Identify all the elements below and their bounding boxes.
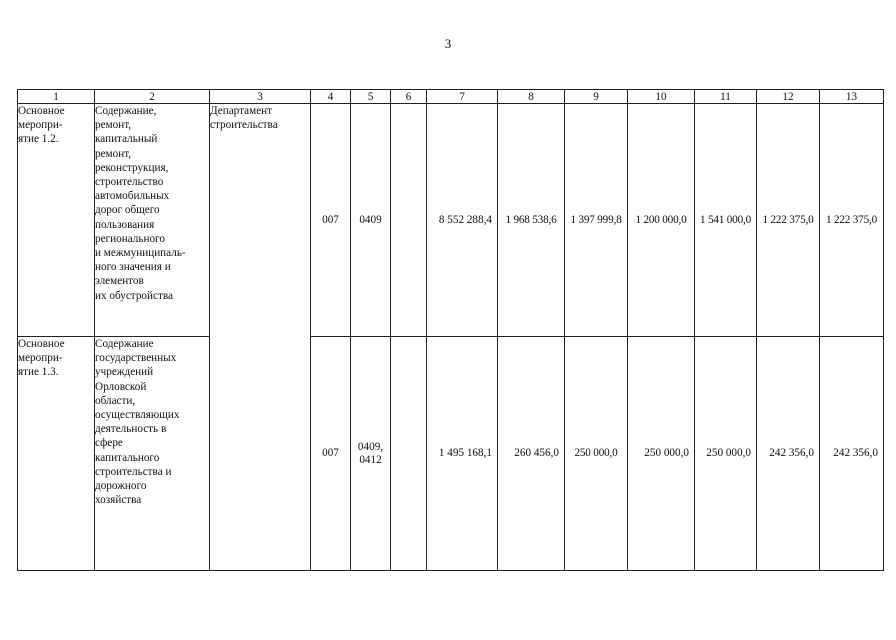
budget-table [17, 89, 884, 571]
column-header: 4 [311, 90, 351, 104]
column-header: 11 [695, 90, 757, 104]
column-header: 7 [427, 90, 498, 104]
cell-col11: 1 541 000,0 [695, 104, 757, 337]
cell-col12: 242 356,0 [757, 337, 820, 571]
cell-col6 [391, 104, 427, 337]
cell-col13: 1 222 375,0 [820, 104, 884, 337]
header-row [18, 90, 884, 104]
column-header: 6 [391, 90, 427, 104]
activity-description: Содержание государственных учреждений Орловской области, осуществляющих деятельность в сфере капитального строительства и дорожного хозяйства [95, 337, 210, 571]
cell-col8: 260 456,0 [498, 337, 565, 571]
cell-col4: 007 [311, 104, 351, 337]
cell-col13: 242 356,0 [820, 337, 884, 571]
column-header: 12 [757, 90, 820, 104]
column-header: 1 [18, 90, 95, 104]
cell-col11: 250 000,0 [695, 337, 757, 571]
activity-label: Основное меропри- ятие 1.2. [18, 104, 95, 337]
table-row [18, 104, 884, 337]
cell-col4: 007 [311, 337, 351, 571]
page-number: 3 [444, 36, 452, 51]
column-header: 9 [565, 90, 628, 104]
cell-col9: 1 397 999,8 [565, 104, 628, 337]
cell-col5: 0409 [351, 104, 391, 337]
cell-col7: 8 552 288,4 [427, 104, 498, 337]
activity-label: Основное меропри- ятие 1.3. [18, 337, 95, 571]
column-header: 5 [351, 90, 391, 104]
column-header: 3 [210, 90, 311, 104]
cell-col10: 250 000,0 [628, 337, 695, 571]
cell-col12: 1 222 375,0 [757, 104, 820, 337]
cell-col10: 1 200 000,0 [628, 104, 695, 337]
cell-col5: 0409, 0412 [351, 337, 391, 571]
activity-description: Содержание, ремонт, капитальный ремонт, реконструкция, строительство автомобильных дорог общего пользования регионального и межмуниципаль- ного значения и элементов их обустройства [95, 104, 210, 337]
cell-col8: 1 968 538,6 [498, 104, 565, 337]
cell-col6 [391, 337, 427, 571]
responsible-department: Департамент строительства [210, 104, 311, 571]
column-header: 13 [820, 90, 884, 104]
cell-col7: 1 495 168,1 [427, 337, 498, 571]
column-header: 10 [628, 90, 695, 104]
column-header: 8 [498, 90, 565, 104]
column-header: 2 [95, 90, 210, 104]
cell-col9: 250 000,0 [565, 337, 628, 571]
table-row [18, 337, 884, 571]
